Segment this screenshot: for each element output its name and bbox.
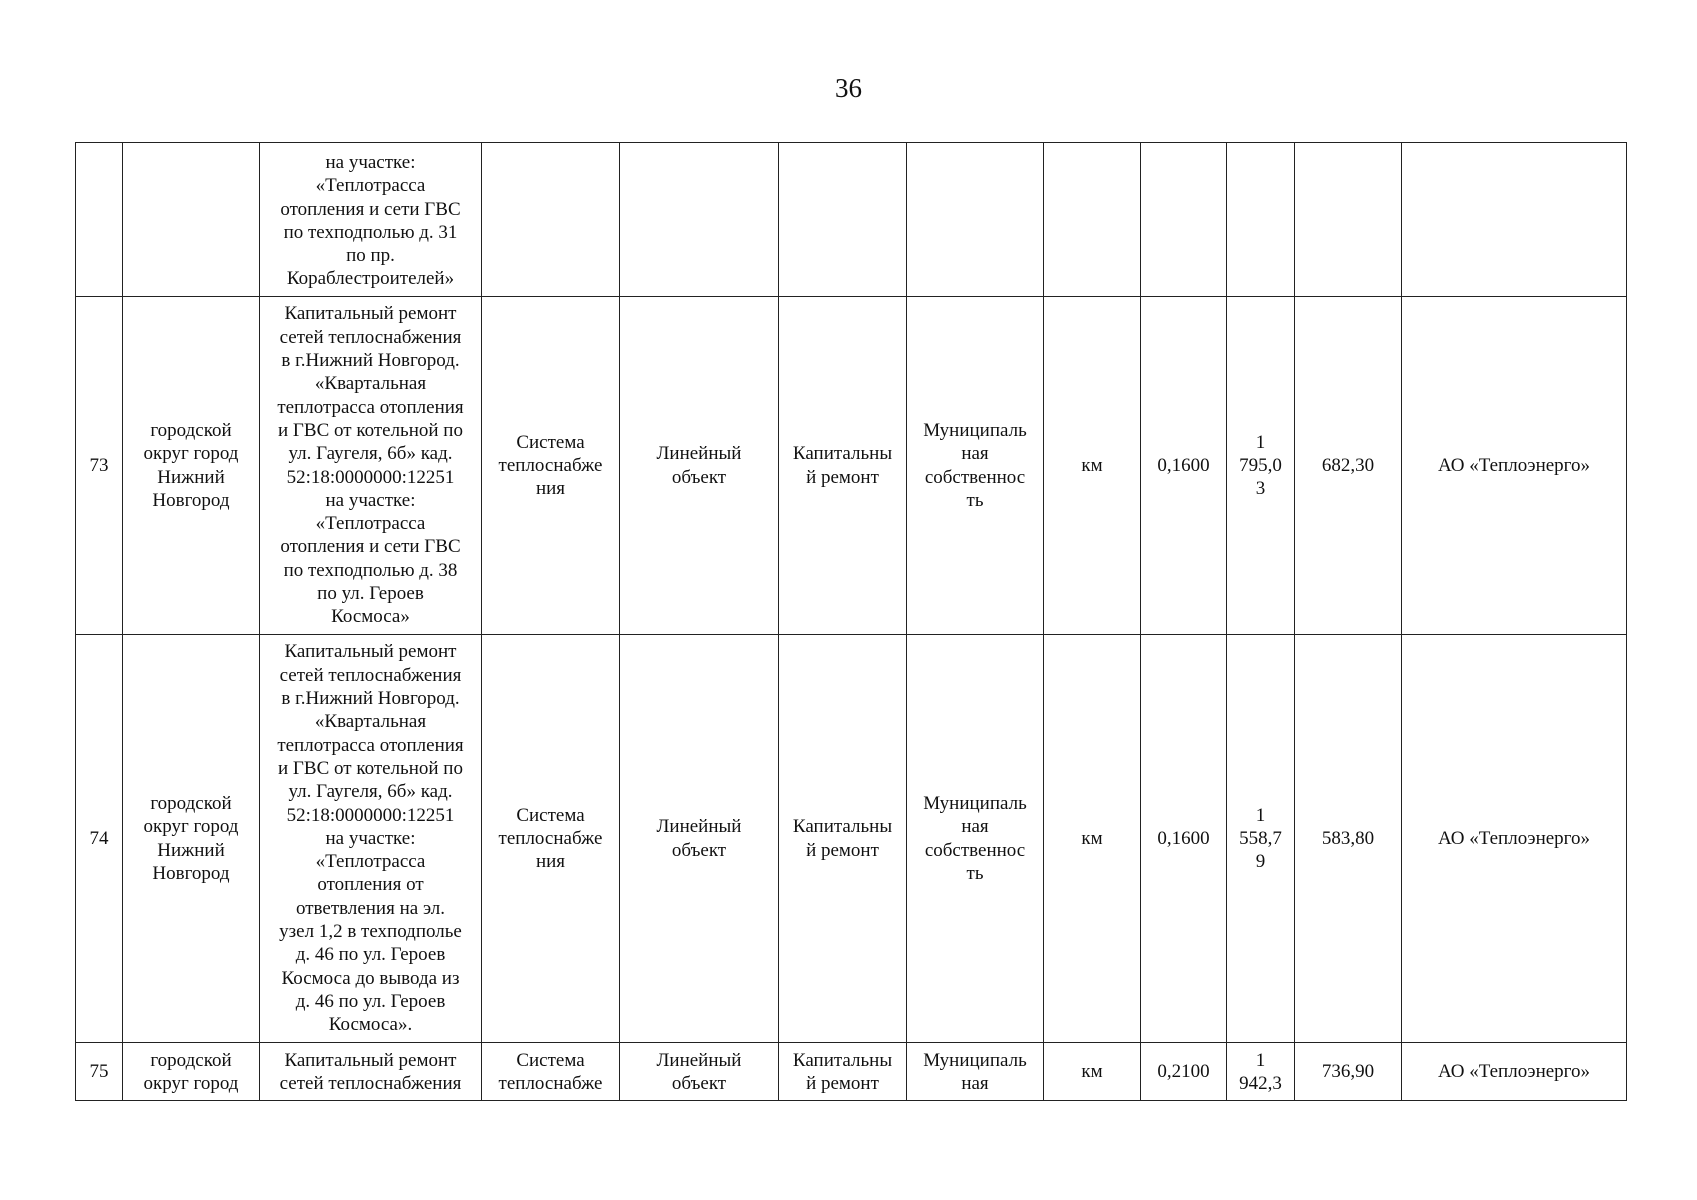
cell-line: отопления от [317,874,424,896]
cell-line: «Теплотрасса [315,513,426,535]
cell-line: на участке: [325,152,416,173]
territory-cell [123,635,260,1043]
cell-line: Капитальны [792,443,893,465]
cell-line: ния [535,851,566,873]
cell-line: ть [966,489,984,511]
cell-line: 1 [1255,804,1266,826]
cell-line: городской [150,1050,232,1071]
territory-cell [123,143,260,297]
system-cell [482,1043,620,1101]
system-cell [482,143,620,297]
cell-line: «Теплотрасса [315,851,426,873]
cell-line: Система [516,804,585,826]
cell-line: ная [961,443,989,465]
cell-line: Муниципаль [923,792,1027,814]
work-type-cell [779,143,907,297]
cell-line: й ремонт [806,466,879,488]
cell-line: 558,7 [1239,827,1282,849]
cost-amount-cell: 682,30 [1295,297,1402,635]
cell-line: ответвления на эл. [295,897,445,919]
cell-line: ул. Гаугеля, 6б» кад. [288,781,453,803]
ownership-cell [907,1043,1044,1101]
cell-line: Космоса до вывода из [281,967,460,989]
cell-line: на участке: [325,827,416,849]
table-row [76,1043,1627,1101]
cost-cell [1227,635,1295,1043]
cost-cell [1227,297,1295,635]
cell-line: объект [671,1073,727,1095]
work-type-cell [779,635,907,1043]
unit-cell [1044,143,1141,297]
cell-line: 1 [1255,1050,1266,1071]
row-number: 74 [76,635,123,1043]
cell-line: теплоснабже [498,827,603,849]
cell-line: 52:18:0000000:12251 [286,804,455,826]
cell-line: Система [516,431,585,453]
unit-cell: км [1044,1043,1141,1101]
cell-line: Линейный [656,1050,742,1071]
cell-line: отопления и сети ГВС [280,536,461,558]
cell-line: Капитальны [792,1050,893,1071]
cell-line: 52:18:0000000:12251 [286,466,455,488]
cell-line: по пр. [346,245,395,267]
system-cell [482,635,620,1043]
cell-line: на участке: [325,489,416,511]
cell-line: «Квартальная [314,711,427,733]
cell-line: по ул. Героев [317,582,424,604]
cell-line: ул. Гаугеля, 6б» кад. [288,443,453,465]
description-cell [260,635,482,1043]
cell-line: городской [150,419,232,441]
cell-line: 795,0 [1239,454,1282,476]
table-row [76,635,1627,1043]
cell-line: объект [671,466,727,488]
cell-line: Новгород [152,489,230,511]
description-cell [260,297,482,635]
length-cell [1141,143,1227,297]
cell-line: Космоса» [331,606,410,628]
length-cell: 0,1600 [1141,635,1227,1043]
operator-cell [1402,143,1627,297]
cell-line: в г.Нижний Новгород. [281,350,460,372]
cell-line: й ремонт [806,839,879,861]
object-type-cell [620,143,779,297]
cell-line: Нижний [157,839,225,861]
object-type-cell [620,635,779,1043]
operator-cell: АО «Теплоэнерго» [1402,297,1627,635]
table-row [76,297,1627,635]
cell-line: теплоснабже [498,454,603,476]
cell-line: теплотрасса отопления [277,734,464,756]
cell-line: ная [961,816,989,838]
work-type-cell [779,1043,907,1101]
cell-line: округ город [143,816,239,838]
ownership-cell [907,297,1044,635]
cell-line: Нижний [157,466,225,488]
cell-line: теплотрасса отопления [277,396,464,418]
cell-line: собственнос [924,466,1026,488]
cell-line: Система [516,1050,585,1071]
cell-line: узел 1,2 в техподполье [279,921,462,943]
system-cell [482,297,620,635]
cell-line: и ГВС от котельной по [278,757,463,779]
cell-line: Линейный [656,816,742,838]
cell-line: Муниципаль [923,419,1027,441]
cell-line: Капитальный ремонт [284,303,457,325]
description-cell [260,1043,482,1101]
length-cell: 0,1600 [1141,297,1227,635]
table-body [76,143,1627,1101]
cost-amount-cell [1295,143,1402,297]
work-type-cell [779,297,907,635]
cell-line: 3 [1255,478,1266,500]
cell-line: Новгород [152,862,230,884]
table-row [76,143,1627,297]
cell-line: округ город [143,443,239,465]
cell-line: ть [966,862,984,884]
cell-line: д. 46 по ул. Героев [295,990,446,1012]
length-cell: 0,2100 [1141,1043,1227,1101]
cell-line: й ремонт [806,1073,879,1095]
territory-cell [123,1043,260,1101]
cell-line: сетей теплоснабжения [279,326,462,348]
description-cell [260,143,482,297]
cell-line: сетей теплоснабжения [279,664,462,686]
territory-cell [123,297,260,635]
cell-line: ния [535,478,566,500]
cell-line: Кораблестроителей» [286,268,455,290]
cell-line: 9 [1255,851,1266,873]
cell-line: в г.Нижний Новгород. [281,688,460,710]
works-table [75,142,1627,1101]
operator-cell: АО «Теплоэнерго» [1402,635,1627,1043]
cell-line: 1 [1255,431,1266,453]
ownership-cell [907,635,1044,1043]
cell-line: по техподполью д. 31 [283,221,458,243]
cost-cell [1227,143,1295,297]
cell-line: собственнос [924,839,1026,861]
cell-line: сетей теплоснабжения [279,1073,462,1095]
cell-line: округ город [143,1073,239,1095]
cell-line: городской [150,792,232,814]
object-type-cell [620,297,779,635]
unit-cell: км [1044,297,1141,635]
cost-amount-cell: 583,80 [1295,635,1402,1043]
cell-line: объект [671,839,727,861]
cell-line: по техподполью д. 38 [283,559,458,581]
cell-line: теплоснабже [498,1073,603,1095]
cell-line: и ГВС от котельной по [278,419,463,441]
page-number: 36 [835,73,862,103]
cell-line: «Квартальная [314,373,427,395]
cell-line: Капитальны [792,816,893,838]
row-number: 75 [76,1043,123,1101]
ownership-cell [907,143,1044,297]
cell-line: «Теплотрасса [315,175,426,197]
cost-cell [1227,1043,1295,1101]
cell-line: Муниципаль [923,1050,1027,1071]
operator-cell: АО «Теплоэнерго» [1402,1043,1627,1101]
object-type-cell [620,1043,779,1101]
cell-line: Капитальный ремонт [284,1050,457,1071]
cell-line: Линейный [656,443,742,465]
cell-line: отопления и сети ГВС [280,198,461,220]
cost-amount-cell: 736,90 [1295,1043,1402,1101]
unit-cell: км [1044,635,1141,1043]
cell-line: Космоса». [328,1014,413,1036]
row-number: 73 [76,297,123,635]
cell-line: Капитальный ремонт [284,641,457,663]
cell-line: д. 46 по ул. Героев [295,944,446,966]
cell-line: 942,3 [1239,1073,1282,1095]
row-number [76,143,123,297]
cell-line: ная [961,1073,989,1095]
